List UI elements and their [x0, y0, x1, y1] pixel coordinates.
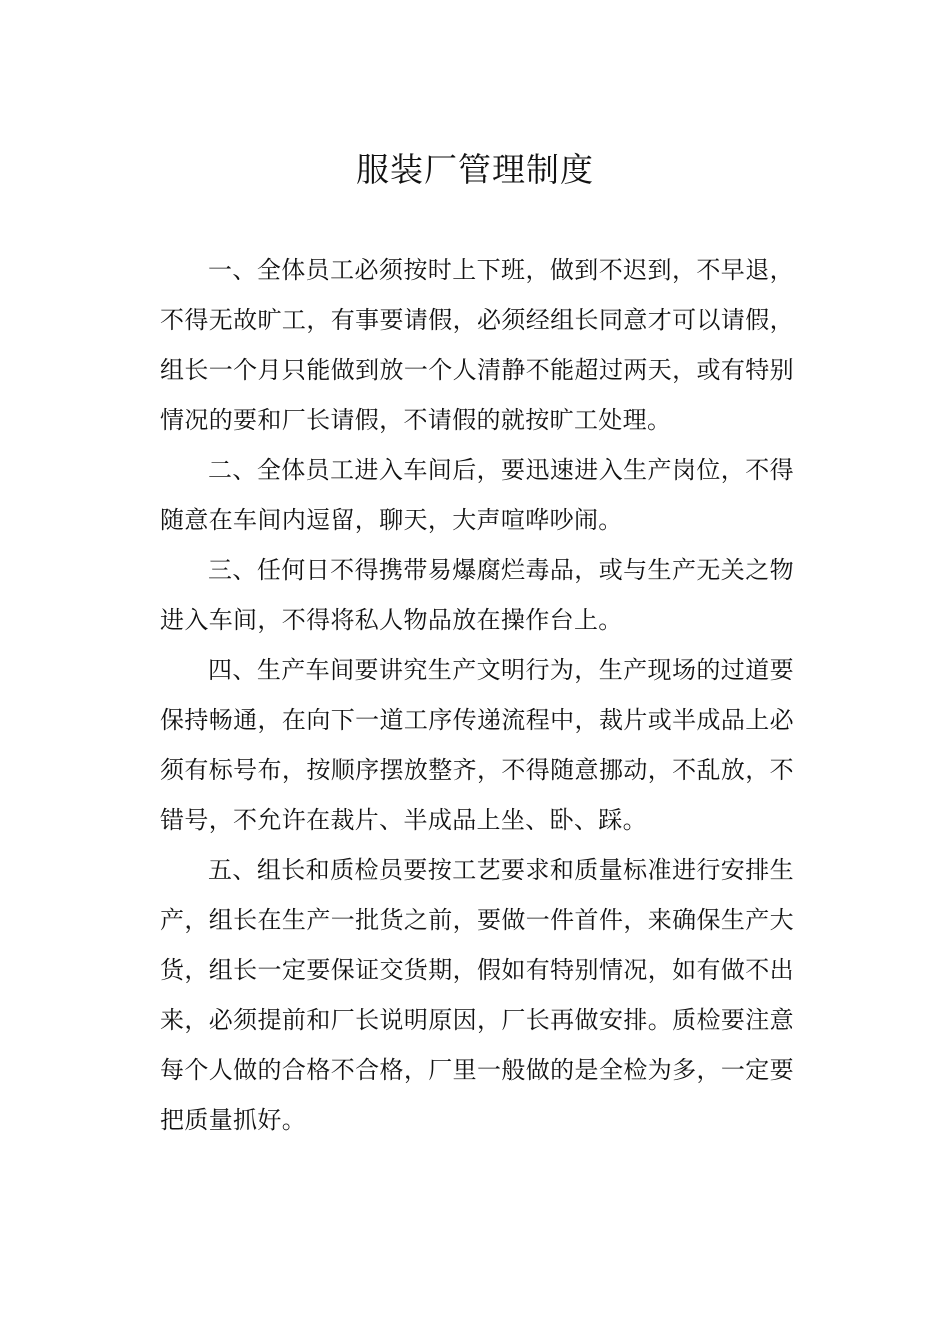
rule-paragraph-3: 三、任何日不得携带易爆腐烂毒品，或与生产无关之物进入车间，不得将私人物品放在操作台上。 — [160, 556, 794, 634]
rule-paragraph-5: 五、组长和质检员要按工艺要求和质量标准进行安排生产，组长在生产一批货之前，要做一件首件，来确保生产大货，组长一定要保证交货期，假如有特别情况，如有做不出来，必须提前和厂长说明原因，厂长再做安排。质检要注意每个人做的合格不合格，厂里一般做的是全检为多，一定要把质量抓好。 — [160, 856, 794, 1134]
document-title: 服装厂管理制度 — [356, 150, 594, 189]
rule-paragraph-4: 四、生产车间要讲究生产文明行为，生产现场的过道要保持畅通，在向下一道工序传递流程中，裁片或半成品上必须有标号布，按顺序摆放整齐，不得随意挪动，不乱放，不错号，不允许在裁片、半成品上坐、卧、踩。 — [160, 656, 794, 834]
rule-paragraph-2: 二、全体员工进入车间后，要迅速进入生产岗位，不得随意在车间内逗留，聊天，大声喧哗吵闹。 — [160, 456, 794, 534]
rule-paragraph-1: 一、全体员工必须按时上下班，做到不迟到，不早退，不得无故旷工，有事要请假，必须经组长同意才可以请假，组长一个月只能做到放一个人清静不能超过两天，或有特别情况的要和厂长请假，不请假的就按旷工处理。 — [160, 256, 794, 434]
document-body — [160, 245, 794, 1145]
